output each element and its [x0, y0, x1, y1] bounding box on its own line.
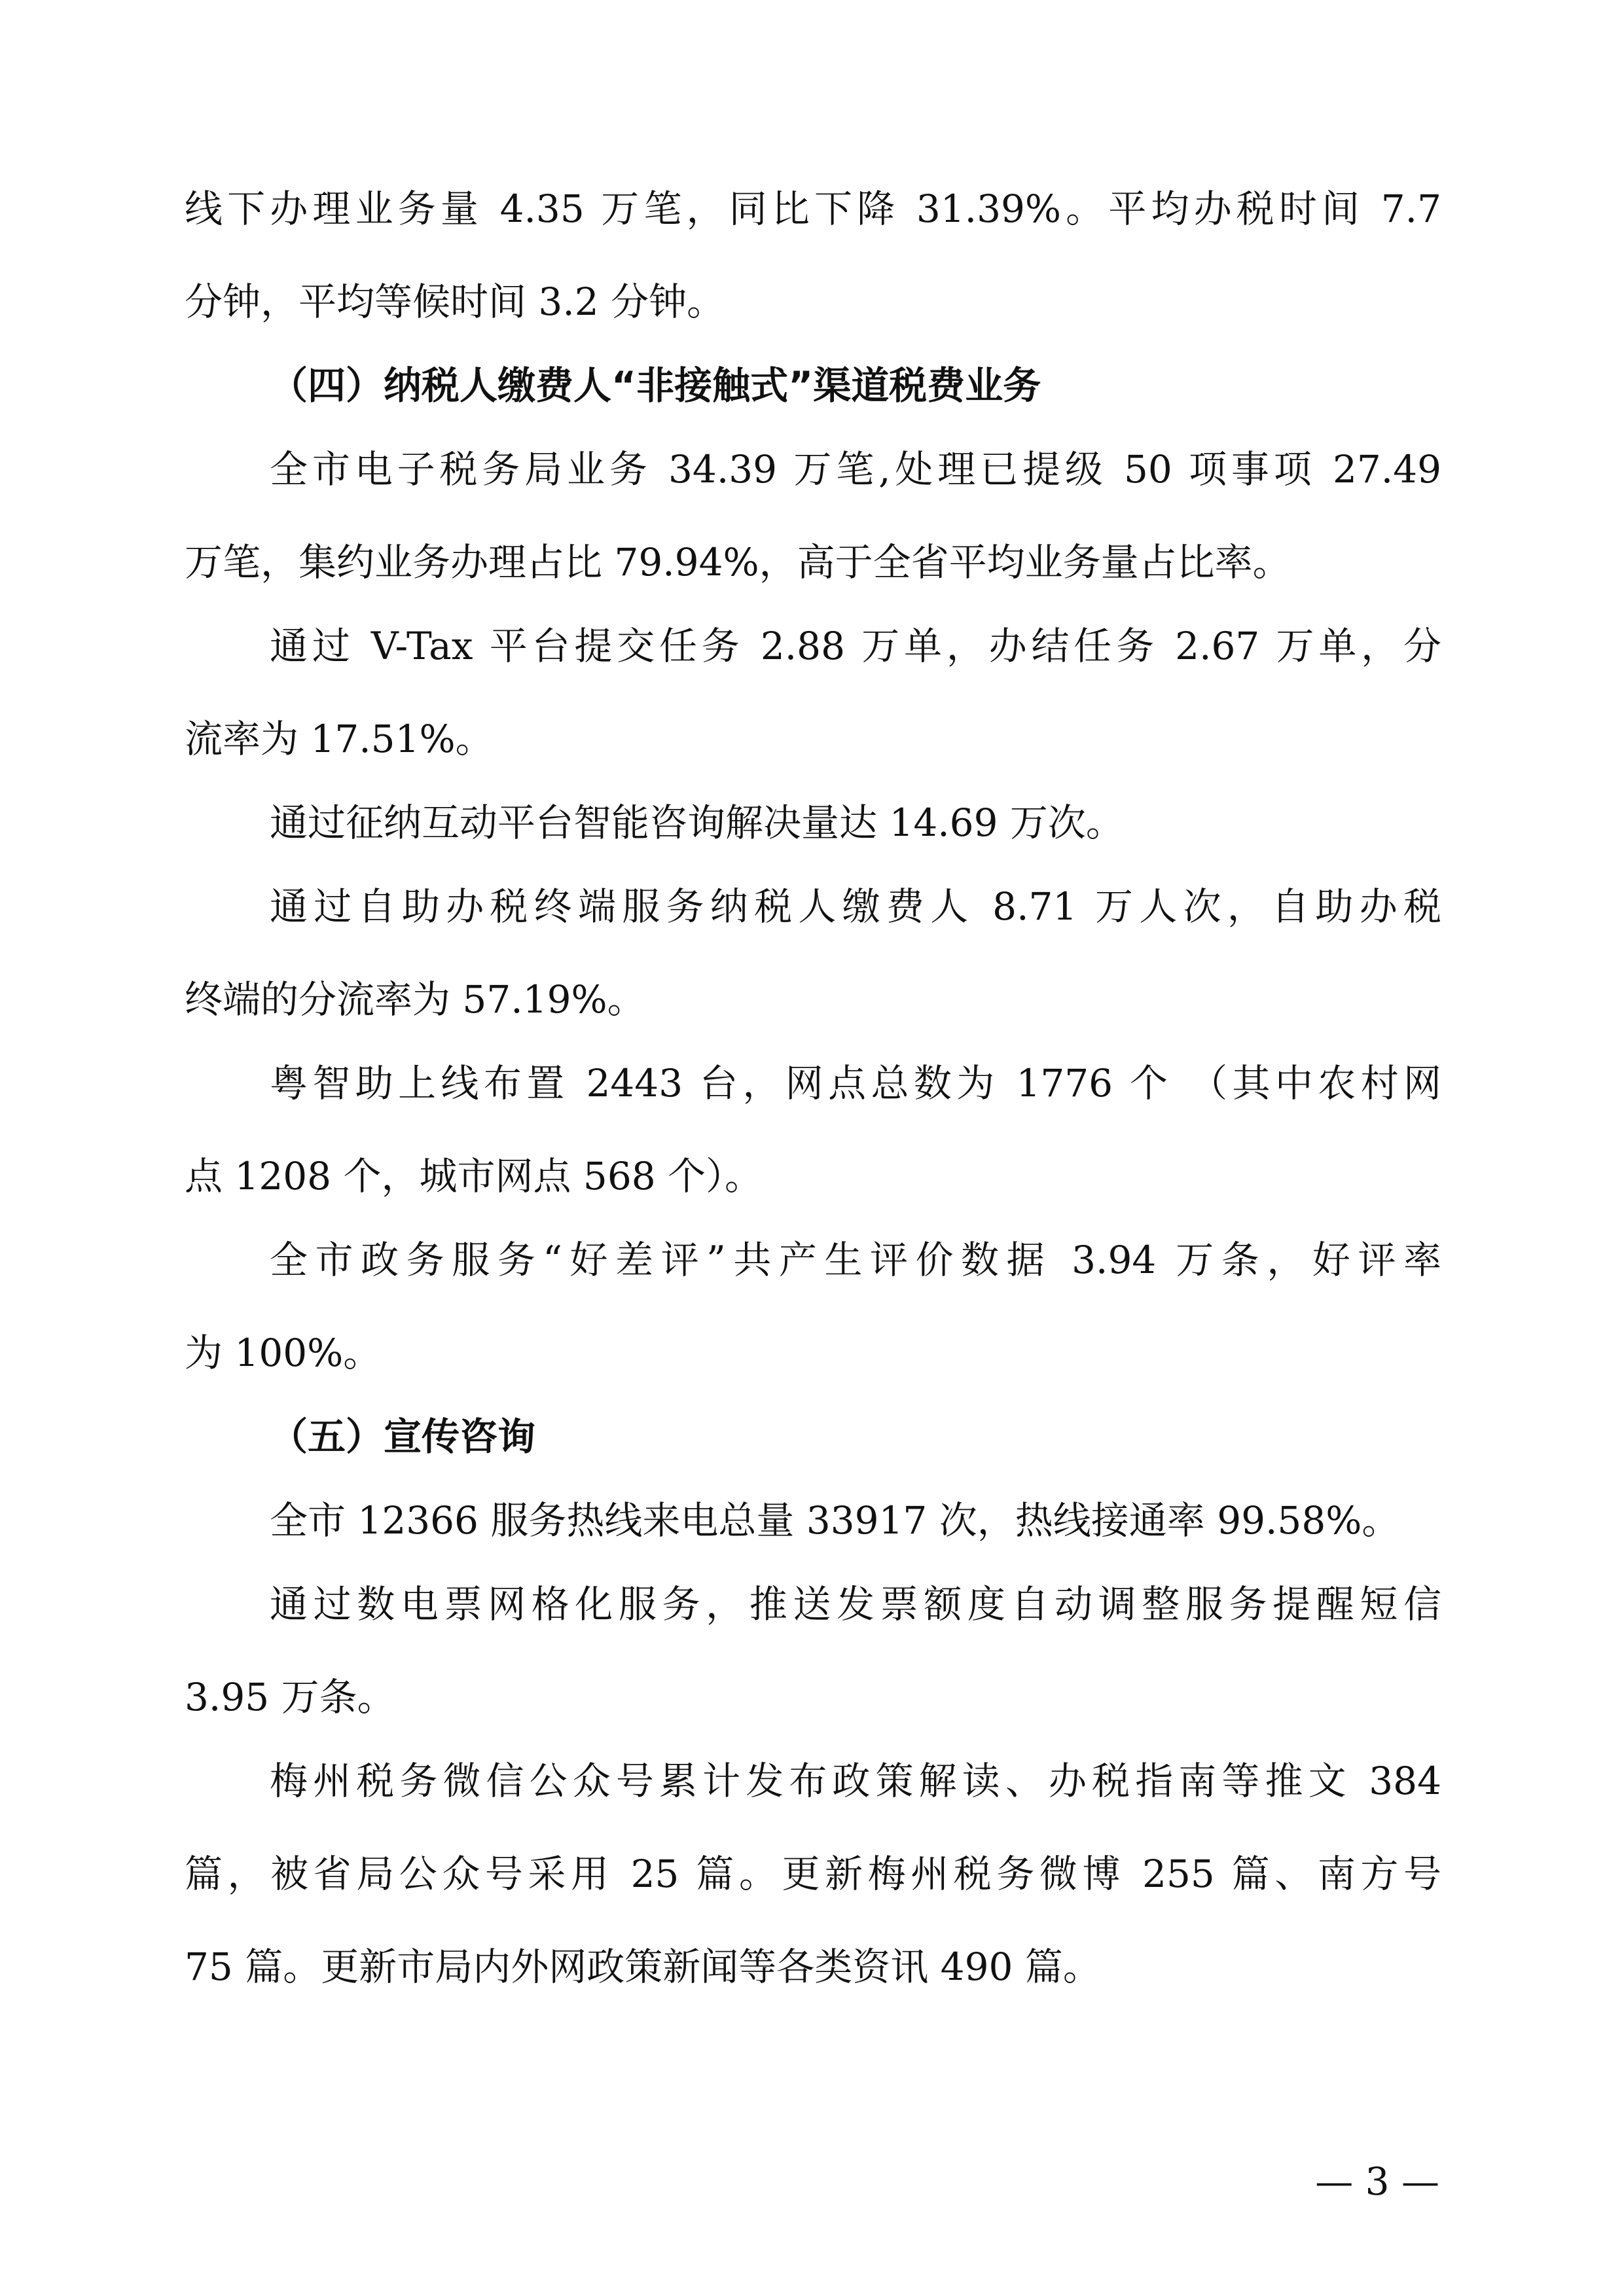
text-line: 75 篇。更新市局内外网政策新闻等各类资讯 490 篇。 [185, 1945, 1101, 1989]
text-line: 通过自助办税终端服务纳税人缴费人 8.71 万人次，自助办税 [270, 884, 1441, 929]
text-line: 通过征纳互动平台智能咨询解决量达 14.69 万次。 [270, 800, 1124, 845]
text-line: 梅州税务微信公众号累计发布政策解读、办税指南等推文 384 [270, 1759, 1441, 1803]
text-line: 篇，被省局公众号采用 25 篇。更新梅州税务微博 255 篇、南方号 [185, 1852, 1441, 1896]
text-line: 线下办理业务量 4.35 万笔，同比下降 31.39%。平均办税时间 7.7 [185, 187, 1441, 231]
text-line: 粤智助上线布置 2443 台，网点总数为 1776 个 （其中农村网 [270, 1061, 1441, 1105]
section-heading: （五）宣传咨询 [270, 1414, 536, 1459]
text-line: 点 1208 个，城市网点 568 个）。 [185, 1154, 763, 1198]
text-line: 分钟，平均等候时间 3.2 分钟。 [185, 279, 725, 324]
page-number: — 3 — [1315, 2159, 1439, 2204]
text-line: 为 100%。 [185, 1331, 382, 1375]
text-line: 全市 12366 服务热线来电总量 33917 次，热线接通率 99.58%。 [270, 1498, 1400, 1543]
text-line: 全市政务服务“好差评”共产生评价数据 3.94 万条，好评率 [270, 1238, 1441, 1282]
text-line: 3.95 万条。 [185, 1675, 395, 1719]
text-line: 终端的分流率为 57.19%。 [185, 977, 645, 1022]
text-line: 流率为 17.51%。 [185, 717, 494, 761]
text-line: 通过 V-Tax 平台提交任务 2.88 万单，办结任务 2.67 万单，分 [270, 624, 1441, 668]
text-line: 全市电子税务局业务 34.39 万笔,处理已提级 50 项事项 27.49 [270, 447, 1441, 492]
text-line: 通过数电票网格化服务，推送发票额度自动调整服务提醒短信 [270, 1582, 1441, 1626]
section-heading: （四）纳税人缴费人“非接触式”渠道税费业务 [270, 363, 1041, 408]
text-line: 万笔，集约业务办理占比 79.94%，高于全省平均业务量占比率。 [185, 540, 1291, 584]
document-body [185, 187, 1441, 1989]
